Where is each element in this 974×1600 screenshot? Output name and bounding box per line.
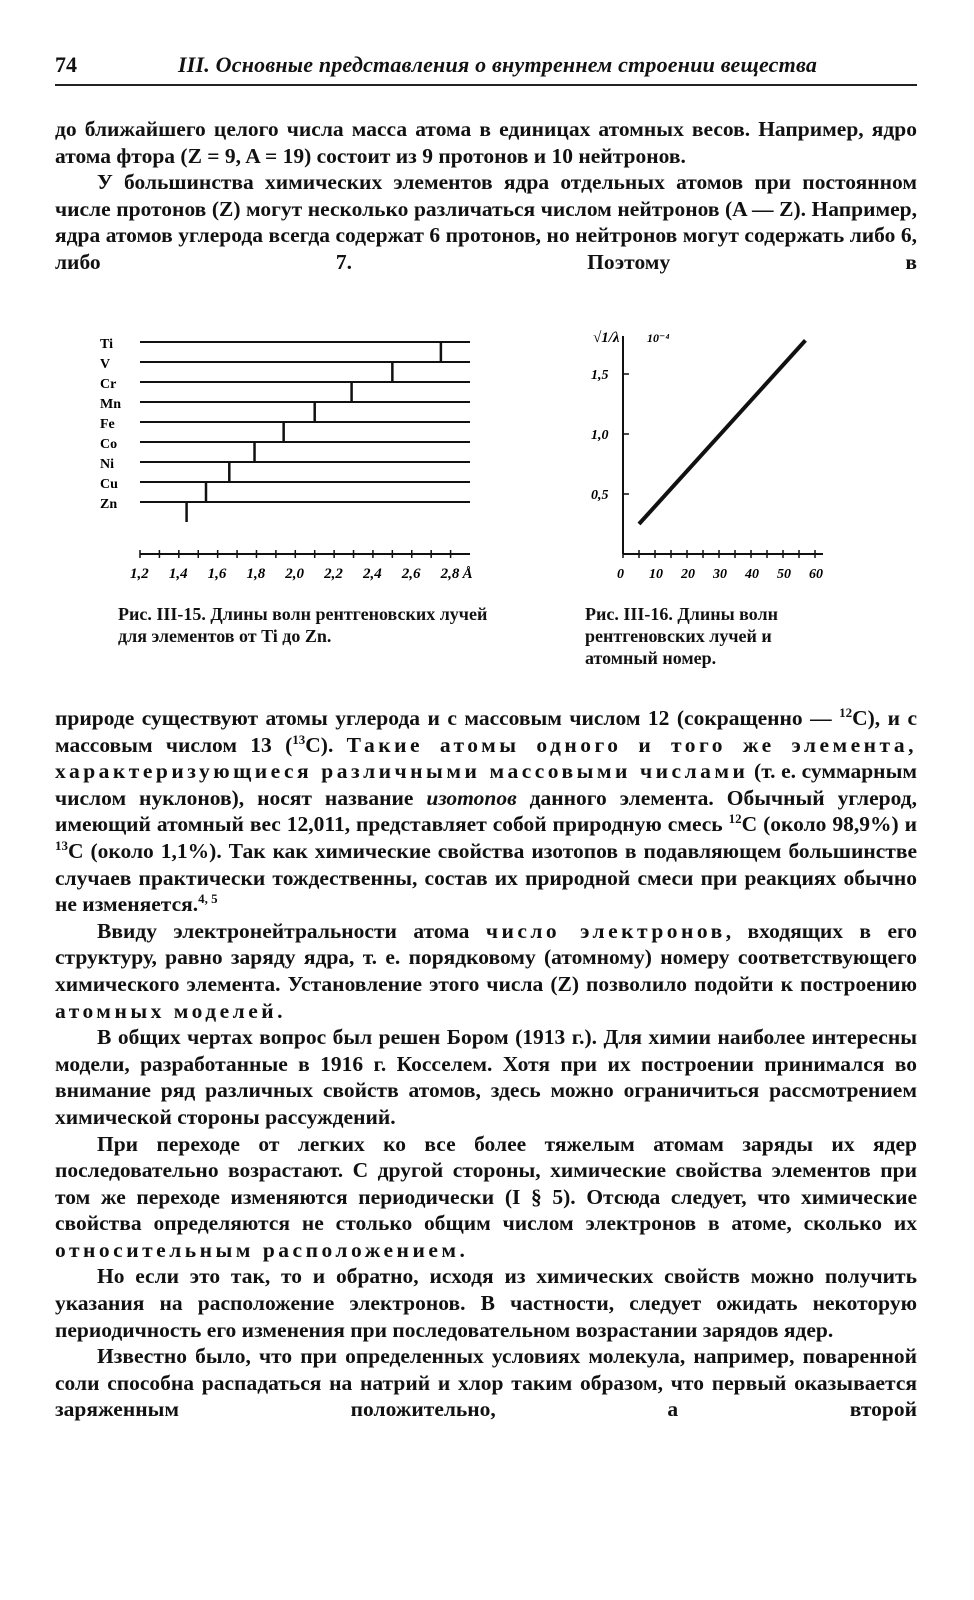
element-label: V bbox=[100, 357, 111, 372]
footnote-ref: 4, 5 bbox=[198, 891, 218, 906]
paragraph: природе существуют атомы углерода и с массовым числом 12 (сокращенно — $^{12}$C), и с массовым числом 13 ($^{13}$C). Такие атомы одного и того же элемента, характеризующиеся различными массовыми числами (т. е. суммарным числом нуклонов), носят название изотопов данного элемента. Обычный углерод, имеющий атомный вес 12,011, представляет собой природную смесь $^{12}$C (около 98,9%) и $^{13}$C (около 1,1%). Так как химические свойства изотопов в подавляющем большинстве случаев практически тождественны, состав их природной смеси при реакциях обычно не изменяется.$^{4, 5}$ bbox=[55, 704, 918, 917]
y-tick-label: 1,5 bbox=[591, 368, 609, 383]
spaced-emphasis: число электронов bbox=[485, 918, 726, 943]
paragraph: Ввиду электронейтральности атома число электронов, входящих в его структуру, равно заряду ядра, т. е. порядковому (атомному) номеру соответствующего химического элемента. Установление этого числа (Z) позволило подойти к построению атомных моделей. bbox=[55, 918, 917, 1023]
x-tick-label: 2,4 bbox=[362, 566, 382, 582]
x-tick-label: 60 bbox=[809, 567, 823, 582]
element-label: Zn bbox=[100, 497, 118, 512]
chapter-title: III. Основные представления о внутреннем строении вещества bbox=[178, 52, 818, 77]
element-label: Cr bbox=[100, 377, 117, 392]
y-tick-label: 0,5 bbox=[591, 488, 609, 503]
x-tick-label: 2,6 bbox=[401, 566, 421, 582]
moseley-chart bbox=[585, 322, 845, 592]
x-tick-label: 2,0 bbox=[285, 566, 305, 582]
element-label: Co bbox=[100, 437, 118, 452]
x-tick-label: 50 bbox=[777, 567, 791, 582]
x-tick-label: 1,4 bbox=[168, 566, 188, 582]
x-unit-label: Å bbox=[462, 566, 473, 582]
paragraph: до ближайшего целого числа масса атома в единицах атомных весов. Например, ядро атома фтора (Z = 9, A = 19) состоит из 9 протонов и 10 нейтронов. bbox=[55, 117, 917, 168]
element-label: Cu bbox=[100, 477, 118, 492]
x-tick-label: 10 bbox=[649, 567, 663, 582]
wavelength-chart bbox=[95, 322, 495, 592]
spaced-emphasis: Такие атомы одного и того же элемента, характеризующиеся различными массовыми числами bbox=[55, 732, 918, 784]
x-tick-label: 2,8 bbox=[440, 566, 460, 582]
data-line bbox=[639, 340, 805, 524]
spaced-emphasis: относительным расположением bbox=[55, 1237, 460, 1262]
x-tick-label: 30 bbox=[713, 567, 727, 582]
x-tick-label: 1,2 bbox=[130, 566, 149, 582]
element-label: Ti bbox=[100, 337, 113, 352]
figure-caption: Рис. III-15. Длины волн рентгеновских лучей для элементов от Ti до Zn. bbox=[118, 604, 488, 646]
x-tick-label: 1,6 bbox=[207, 566, 227, 582]
paragraph: В общих чертах вопрос был решен Бором (1913 г.). Для химии наиболее интересны модели, разработанные в 1916 г. Косселем. Хотя при их построении принимался во внимание ряд различных свойств атомов, здесь можно ограничиться рассмотрением химической стороны рассуждений. bbox=[55, 1025, 917, 1129]
element-label: Mn bbox=[100, 397, 121, 412]
figure-xray-wavelengths bbox=[95, 322, 495, 592]
paragraph: При переходе от легких ко все более тяжелым атомам заряды их ядер последовательно возрастают. С другой стороны, химические свойства элементов при том же переходе изменяются периодически (I § 5). Отсюда следует, что химические свойства определяются не столько общим числом электронов в атоме, сколько их относительным расположением. bbox=[55, 1131, 917, 1262]
paragraph: Но если это так, то и обратно, исходя из химических свойств можно получить указания на расположение электронов. В частности, следует ожидать некоторую периодичность его изменения при последовательном возрастании зарядов ядер. bbox=[55, 1264, 917, 1342]
x-tick-label: 2,2 bbox=[324, 566, 343, 582]
y-tick-label: 1,0 bbox=[591, 428, 609, 443]
paragraph: У большинства химических элементов ядра отдельных атомов при постоянном числе протонов (Z) могут несколько различаться числом нейтронов (A — Z). Например, ядра атомов углерода всегда содержат 6 протонов, но нейтронов могут содержать либо 6, либо 7. Поэтому в bbox=[55, 170, 917, 274]
italic-term: изотопов bbox=[426, 785, 517, 810]
x-tick-label: 20 bbox=[681, 567, 695, 582]
text-block-bottom bbox=[55, 705, 917, 1423]
x-tick-label: 0 bbox=[617, 567, 624, 582]
figure-moseley-plot bbox=[585, 322, 845, 592]
y-axis-label: √1/λ bbox=[593, 330, 620, 346]
running-head bbox=[55, 50, 917, 86]
spaced-emphasis: атомных моделей bbox=[55, 998, 278, 1023]
x-tick-label: 40 bbox=[745, 567, 759, 582]
page-number: 74 bbox=[55, 52, 77, 77]
element-label: Fe bbox=[100, 417, 115, 432]
paragraph: Известно было, что при определенных условиях молекула, например, поваренной соли способна распадаться на натрий и хлор таким образом, что первый оказывается заряженным положительно, а второй bbox=[55, 1344, 917, 1422]
x-tick-label: 1,8 bbox=[246, 566, 266, 582]
text-block-top bbox=[55, 116, 917, 276]
element-label: Ni bbox=[100, 457, 114, 472]
figure-caption: Рис. III-16. Длины волн рентгеновских лучей и атомный номер. bbox=[585, 604, 778, 668]
y-unit-label: 10⁻⁴ bbox=[647, 331, 670, 345]
